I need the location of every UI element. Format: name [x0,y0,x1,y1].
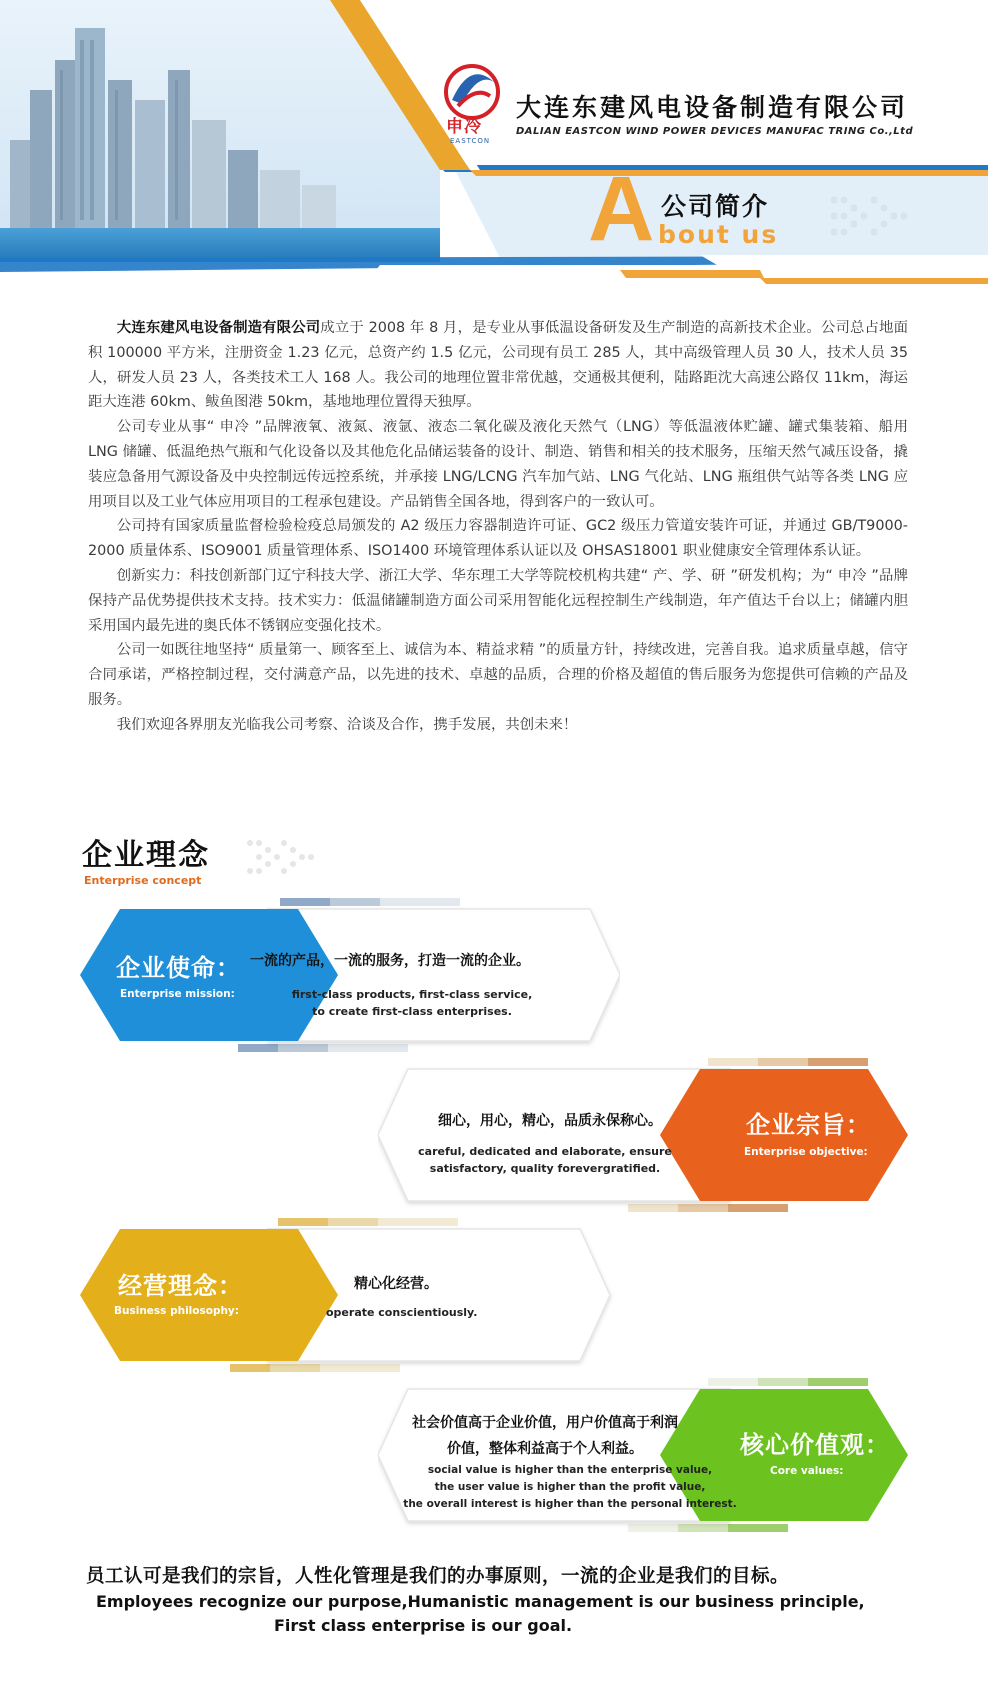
objective-label: 企业宗旨： [746,1111,871,1139]
mission-text-cn: 一流的产品，一流的服务，打造一流的企业。 [250,953,530,969]
core-values-text-cn [400,1410,690,1462]
mission-text-en-1: first-class products, first-class service, [291,988,533,1001]
footer-slogan-en [96,1590,865,1638]
objective-text-cn: 细心，用心，精心，品质永保称心。 [438,1113,662,1129]
mission-text-en-2: to create first-class enterprises. [312,1005,512,1018]
core-values-text-cn-1: 社会价值高于企业价值，用户价值高于利润 [412,1415,678,1431]
core-values-text-en [400,1462,740,1513]
company-intro [88,316,908,738]
intro-paragraph-1 [88,316,908,415]
philosophy-label-en: Business philosophy: [114,1305,239,1317]
company-name-en: DALIAN EASTCON WIND POWER DEVICES MANUFAC TRING Co.,Ltd [516,126,914,137]
objective-text-en [400,1143,690,1177]
mission-label: 企业使命： [116,954,241,982]
intro-paragraph-4: 创新实力：科技创新部门辽宁科技大学、浙江大学、华东理工大学等院校机构共建“ 产、学、研 ”研发机构；为“ 申冷 ”品牌保持产品优势提供技术支持。技术实力：低温储罐制造方面公司采用智能化远程控制生产线制造，年产值达千台以上；储罐内胆采用国内最先进的奥氏体不锈钢应变强化技术。 [88,567,908,634]
concept-arrows-icon [244,838,314,876]
core-values-label: 核心价值观： [740,1431,890,1459]
logo-subtext: EASTCON [450,137,491,145]
logo-text: 申冷 [446,117,482,137]
company-name-cn: 大连东建风电设备制造有限公司 [516,93,909,122]
mission-text-en [262,986,562,1020]
core-values-text-cn-2: 价值，整体利益高于个人利益。 [447,1441,643,1457]
page-header [0,0,988,290]
intro-paragraph-2: 公司专业从事“ 申冷 ”品牌液氧、液氮、液氩、液态二氧化碳及液化天然气（LNG）等低温液体贮罐、罐式集装箱、船用 LNG 储罐、低温绝热气瓶和气化设备以及其他危化品储运装备的设计、制造、销售和相关的技术服务，压缩天然气减压设备，撬装应急备用气源设备及中央控制远传远控系统，并承接 LNG/LCNG 汽车加气站、LNG 气化站、LNG 瓶组供气站等各类 LNG 应用项目以及工业气体应用项目的工程承包建设。产品销售全国各地，得到客户的一致认可。 [88,419,908,510]
intro-paragraph-5: 公司一如既往地坚持“ 质量第一、顾客至上、诚信为本、精益求精 ”的质量方针，持续改进，完善自我。追求质量卓越，信守合同承诺，严格控制过程，交付满意产品，以先进的技术、卓越的品质，合理的价格及超值的售后服务为您提供可信赖的产品及服务。 [88,642,908,708]
philosophy-label: 经营理念： [118,1272,243,1300]
about-title-en: bout us [658,220,779,249]
philosophy-text-en: operate conscientiously. [326,1306,478,1319]
intro-lead: 大连东建风电设备制造有限公司 [116,320,321,336]
objective-label-en: Enterprise objective: [744,1146,868,1158]
core-values-text-en-2: the user value is higher than the profit value, [434,1481,706,1493]
core-values-text-en-3: the overall interest is higher than the personal interest. [403,1498,737,1510]
core-values-text-en-1: social value is higher than the enterprise value, [427,1464,713,1476]
svg-text:A: A [588,158,655,260]
header-banner [0,0,988,290]
intro-text-1: 成立于 2008 年 8 月，是专业从事低温设备研发及生产制造的高新技术企业。公司总占地面积 100000 平方米，注册资金 1.23 亿元，总资产约 1.5 亿元，公司现有员工 285 人，其中高级管理人员 30 人，技术人员 35 人，研发人员 23 人，各类技术工人 168 人。我公司的地理位置非常优越，交通极其便利，陆路距沈大高速公路仅 11km，海运距大连港 60km、鲅鱼图港 50km，基地地理位置得天独厚。 [88,320,908,411]
objective-text-en-1: careful, dedicated and elaborate, ensure [418,1145,672,1158]
concept-title: 企业理念 [82,838,210,873]
footer-slogan-cn: 员工认可是我们的宗旨，人性化管理是我们的办事原则，一流的企业是我们的目标。 [86,1566,790,1587]
intro-paragraph-6: 我们欢迎各界朋友光临我公司考察、洽谈及合作，携手发展，共创未来！ [116,716,578,733]
philosophy-text-cn: 精心化经营。 [354,1276,438,1292]
mission-label-en: Enterprise mission: [120,988,235,1000]
intro-paragraph-3: 公司持有国家质量监督检验检疫总局颁发的 A2 级压力容器制造许可证、GC2 级压力管道安装许可证，并通过 GB/T9000-2000 质量体系、ISO9001 质量管理体系、ISO1400 环境管理体系认证以及 OHSAS18001 职业健康安全管理体系认证。 [88,518,908,560]
footer-slogan-en-2: First class enterprise is our goal. [274,1616,573,1635]
core-values-label-en: Core values: [770,1465,844,1477]
concept-subtitle: Enterprise concept [84,874,202,887]
about-title-cn: 公司简介 [661,192,770,221]
objective-text-en-2: satisfactory, quality forevergratified. [429,1162,661,1175]
footer-slogan-en-1: Employees recognize our purpose,Humanistic management is our business principle, [96,1592,865,1611]
